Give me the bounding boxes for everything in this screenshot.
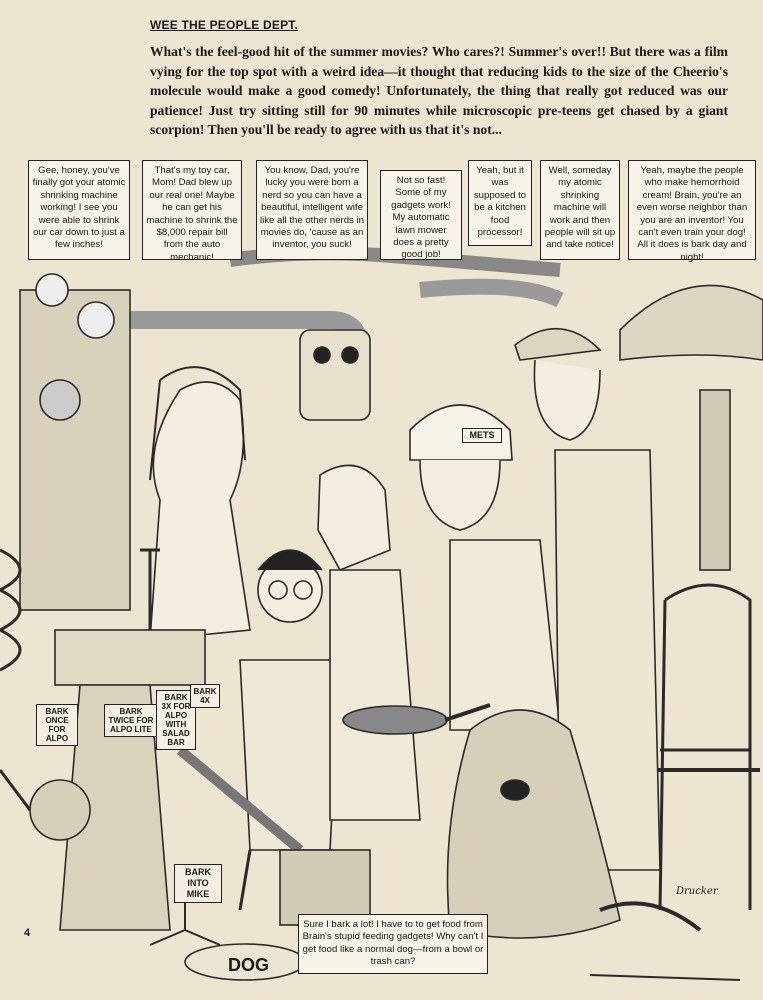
speech-bubble-neighbor-kid: Yeah, but it was supposed to be a kitchen food processor!	[468, 160, 532, 246]
speech-bubble-mom: Gee, honey, you've finally got your atomic shrinking machine working! I see you were able to shrink our car down to just a few inches!	[28, 160, 130, 260]
helmet-logo: METS	[462, 428, 502, 443]
intro-paragraph: What's the feel-good hit of the summer movies? Who cares?! Summer's over!! But there was a film vying for the top spot with a weird idea—it thought that reducing kids to the size of the Cheerio's molecule would make a good comedy! Unfortunately, the thing that really got reduced was our patience! Just try sitting still for 90 minutes while microscopic pre-teens get chased by a giant scorpion! Then you'll be ready to agree with us that it's not...	[150, 44, 728, 138]
department-heading: WEE THE PEOPLE DEPT.	[150, 18, 299, 32]
dog-bowl-label: DOG	[228, 955, 270, 975]
sign-bark-4x: BARK 4X	[190, 684, 220, 708]
speech-bubble-neighbor: Yeah, maybe the people who make hemorrhoid cream! Brain, you're an even worse neighbor than you are an inventor! You can't even train your dog! All it does is bark day and night!	[628, 160, 756, 260]
artist-signature: Drucker	[676, 886, 718, 897]
speech-bubble-dad: Not so fast! Some of my gadgets work! My automatic lawn mower does a pretty good job!	[380, 170, 462, 260]
speech-bubble-dad-2: Well, someday my atomic shrinking machine will work and then people will sit up and take notice!	[540, 160, 620, 260]
speech-bubble-boy: That's my toy car, Mom! Dad blew up our real one! Maybe he can get his machine to shrink the $8,000 repair bill from the auto mechanic!	[142, 160, 242, 260]
speech-bubble-girl: You know, Dad, you're lucky you were born a nerd so you can have a beautiful, intelligent wife like all the other nerds in movies do, 'cause as an inventor, you suck!	[256, 160, 368, 260]
sign-bark-once: BARK ONCE FOR ALPO	[36, 704, 78, 746]
sign-bark-3x: BARK 3X FOR ALPO WITH SALAD BAR	[156, 690, 196, 750]
speech-bubble-dog: Sure I bark a lot! I have to to get food from Brain's stupid feeding gadgets! Why can't I get food like a normal dog—from a bowl or trash can?	[298, 914, 488, 974]
sign-bark-into-mike: BARK INTO MIKE	[174, 864, 222, 903]
sign-bark-twice: BARK TWICE FOR ALPO LITE	[104, 704, 158, 737]
page-number: 4	[24, 927, 31, 939]
illustration	[0, 130, 763, 1000]
